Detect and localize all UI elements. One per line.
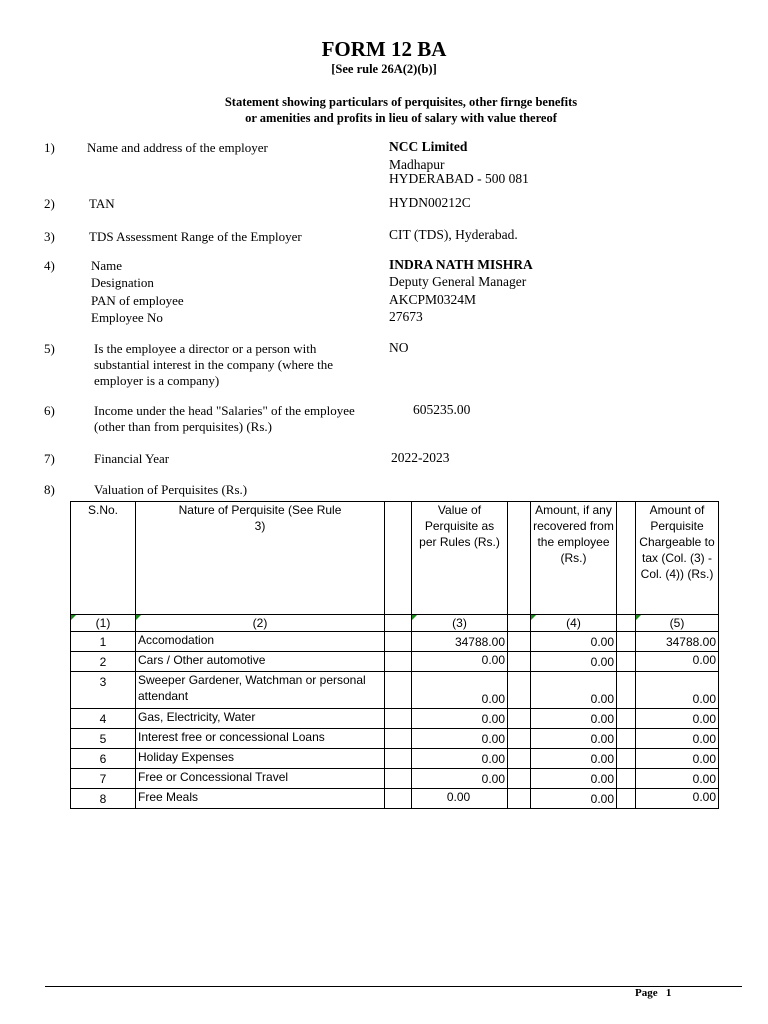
table-row [71,632,719,652]
column-gap [385,709,412,729]
item-number: 3) [44,229,55,244]
employer-address-line-1: Madhapur [389,157,445,172]
tan-value: HYDN00212C [389,195,471,210]
column-gap [508,615,531,632]
item-number: 5) [44,341,55,356]
column-gap [508,769,531,789]
column-gap [617,789,636,809]
column-gap [508,789,531,809]
tds-range-label: TDS Assessment Range of the Employer [89,229,302,244]
row-sno: 3 [71,672,136,709]
column-gap [617,709,636,729]
column-gap [508,652,531,672]
row-recovered: 0.00 [531,769,617,789]
column-gap [617,615,636,632]
row-nature: Free or Concessional Travel [136,769,385,789]
column-gap [385,502,412,615]
item-number: 6) [44,403,55,418]
row-chargeable: 0.00 [636,789,719,809]
designation-value: Deputy General Manager [389,274,527,289]
item-number: 8) [44,482,55,497]
table-row [71,729,719,749]
header-chargeable: Amount of Perquisite Chargeable to tax (Col. (3) - Col. (4)) (Rs.) [636,502,719,615]
row-nature: Free Meals [136,789,385,809]
row-value: 0.00 [412,789,508,809]
col-number-2: (2) [136,615,385,632]
row-chargeable: 0.00 [636,652,719,672]
cell-marker-icon [71,615,76,620]
header-value: Value of Perquisite as per Rules (Rs.) [412,502,508,615]
column-gap [508,749,531,769]
col-number-5: (5) [636,615,719,632]
header-nature: Nature of Perquisite (See Rule 3) [136,502,385,615]
row-sno: 5 [71,729,136,749]
row-sno: 4 [71,709,136,729]
salary-income-label: Income under the head "Salaries" of the employee (other than from perquisites) (Rs.) [94,403,355,434]
column-gap [385,672,412,709]
row-recovered: 0.00 [531,672,617,709]
form-title: FORM 12 BA [321,37,447,61]
salary-income-value: 605235.00 [413,402,471,417]
perquisites-table [70,501,719,809]
table-row [71,672,719,709]
statement-line-1: Statement showing particulars of perquisites, other firnge benefits [224,95,578,109]
cell-marker-icon [412,615,417,620]
row-value: 0.00 [412,769,508,789]
employee-name: INDRA NATH MISHRA [389,257,533,272]
column-gap [617,502,636,615]
row-chargeable: 0.00 [636,729,719,749]
row-recovered: 0.00 [531,789,617,809]
row-nature: Holiday Expenses [136,749,385,769]
column-gap [617,672,636,709]
column-gap [385,749,412,769]
column-gap [617,652,636,672]
column-gap [508,729,531,749]
table-row [71,769,719,789]
row-recovered: 0.00 [531,729,617,749]
column-gap [385,632,412,652]
table-row [71,749,719,769]
header-recovered: Amount, if any recovered from the employee (Rs.) [531,502,617,615]
column-gap [385,652,412,672]
row-nature: Gas, Electricity, Water [136,709,385,729]
col-number-1: (1) [71,615,136,632]
employer-label: Name and address of the employer [87,140,268,155]
row-chargeable: 0.00 [636,769,719,789]
row-nature: Interest free or concessional Loans [136,729,385,749]
column-gap [385,769,412,789]
cell-marker-icon [636,615,641,620]
row-value: 0.00 [412,652,508,672]
column-gap [508,502,531,615]
page-indicator: Page 1 [635,987,672,999]
col-number-3: (3) [412,615,508,632]
row-nature: Accomodation [136,632,385,652]
employee-no-value: 27673 [389,309,423,324]
valuation-label: Valuation of Perquisites (Rs.) [94,482,248,497]
table-row [71,789,719,809]
row-chargeable: 34788.00 [636,632,719,652]
row-nature: Cars / Other automotive [136,652,385,672]
designation-label: Designation [91,275,154,290]
cell-marker-icon [136,615,141,620]
employee-no-label: Employee No [91,310,163,325]
tds-range-value: CIT (TDS), Hyderabad. [389,227,518,242]
item-number: 1) [44,140,55,155]
statement-line-2: or amenities and profits in lieu of salary with value thereof [245,111,557,125]
tan-label: TAN [89,196,115,211]
financial-year-value: 2022-2023 [391,450,450,465]
row-chargeable: 0.00 [636,709,719,729]
row-sno: 6 [71,749,136,769]
row-value: 34788.00 [412,632,508,652]
column-gap [385,729,412,749]
column-gap [508,709,531,729]
column-gap [617,749,636,769]
director-answer: NO [389,340,409,355]
column-gap [617,769,636,789]
row-value: 0.00 [412,729,508,749]
item-number: 2) [44,196,55,211]
row-chargeable: 0.00 [636,749,719,769]
row-recovered: 0.00 [531,652,617,672]
row-nature: Sweeper Gardener, Watchman or personal attendant [136,672,385,709]
row-value: 0.00 [412,672,508,709]
cell-marker-icon [531,615,536,620]
row-recovered: 0.00 [531,709,617,729]
row-value: 0.00 [412,749,508,769]
column-gap [385,789,412,809]
director-question: Is the employee a director or a person with substantial interest in the company (where the employer is a company) [94,341,333,388]
row-chargeable: 0.00 [636,672,719,709]
column-gap [617,729,636,749]
column-gap [385,615,412,632]
form-rule-reference: [See rule 26A(2)(b)] [331,62,437,76]
row-recovered: 0.00 [531,632,617,652]
table-row [71,709,719,729]
item-number: 7) [44,451,55,466]
financial-year-label: Financial Year [94,451,170,466]
col-number-4: (4) [531,615,617,632]
item-number: 4) [44,258,55,273]
table-row [71,652,719,672]
row-sno: 7 [71,769,136,789]
row-recovered: 0.00 [531,749,617,769]
employer-address-line-2: HYDERABAD - 500 081 [389,171,529,186]
row-sno: 1 [71,632,136,652]
column-gap [617,632,636,652]
column-gap [508,672,531,709]
row-value: 0.00 [412,709,508,729]
row-sno: 8 [71,789,136,809]
header-sno: S.No. [71,502,136,615]
employee-name-label: Name [91,258,123,273]
pan-value: AKCPM0324M [389,292,477,307]
pan-label: PAN of employee [91,293,184,308]
column-gap [508,632,531,652]
row-sno: 2 [71,652,136,672]
employer-name: NCC Limited [389,139,468,154]
